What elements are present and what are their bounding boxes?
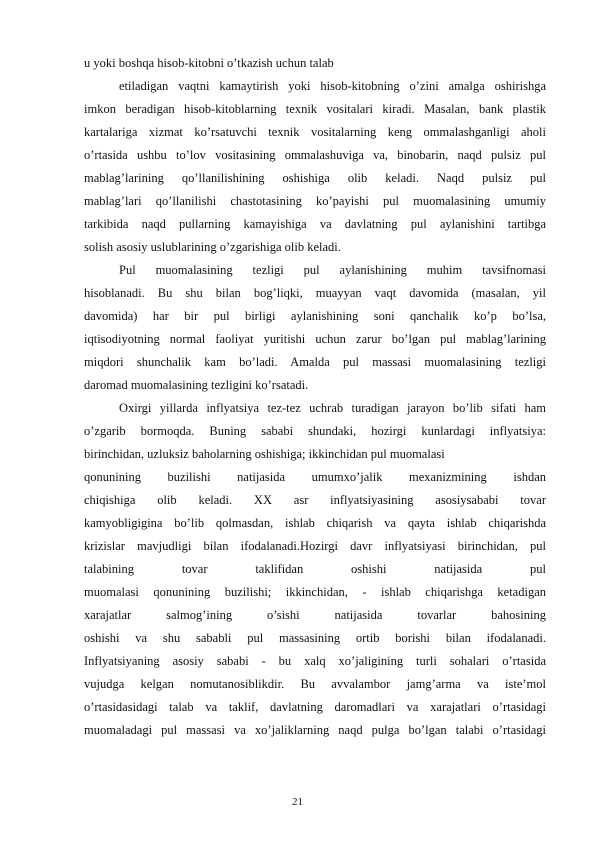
- text-line: iqtisodiyotning normal faoliyat yuritishi uchun zarur bo’lgan pul mablag’larining: [84, 332, 546, 346]
- text-line: davomida) har bir pul birligi aylanishining soni qanchalik ko’p bo’lsa,: [84, 309, 546, 323]
- text-line: hisoblanadi. Bu shu bilan bog’liqki, muayyan vaqt davomida (masalan, yil: [84, 286, 546, 300]
- text-line: muomalasi qonunining buzilishi; ikkinchidan, - ishlab chiqarishga ketadigan: [84, 585, 546, 599]
- text-line: birinchidan, uzluksiz baholarning oshishiga; ikkinchidan pul muomalasi: [84, 447, 445, 461]
- text-line: kamyobligigina bo’lib qolmasdan, ishlab chiqarish va qayta ishlab chiqarishda: [84, 516, 546, 530]
- text-line: daromad muomalasining tezligini ko’rsatadi.: [84, 378, 309, 392]
- text-line: talabining tovar taklifidan oshishi natijasida pul: [84, 562, 546, 576]
- text-line: tarkibida naqd pullarning kamayishiga va davlatning pul aylanishini tartibga: [84, 217, 546, 231]
- text-line: Inflyatsiyaning asosiy sababi - bu xalq xo’jaligining turli sohalari o’rtasida: [84, 654, 546, 668]
- text-line: mablag’lari qo’llanilishi chastotasining ko’payishi pul muomalasining umumiy: [84, 194, 546, 208]
- text-line: miqdori shunchalik kam bo’ladi. Amalda pul massasi muomalasining tezligi: [84, 355, 546, 369]
- text-line: o’rtasidasidagi talab va taklif, davlatning daromadlari va xarajatlari o’rtasidagi: [84, 700, 546, 714]
- text-line: o’rtasida ushbu to’lov vositasining ommalashuviga va, binobarin, naqd pulsiz pul: [84, 148, 546, 162]
- text-line: solish asosiy uslublarining o’zgarishiga olib keladi.: [84, 240, 341, 254]
- text-line: xarajatlar salmog’ining o’sishi natijasida tovarlar bahosining: [84, 608, 546, 622]
- text-line: krizislar mavjudligi bilan ifodalanadi.Hozirgi davr inflyatsiyasi birinchidan, pul: [84, 539, 546, 553]
- text-line: vujudga kelgan nomutanosiblikdir. Bu avvalambor jamg’arma va iste’mol: [84, 677, 546, 691]
- text-line: qonunining buzilishi natijasida umumxo’jalik mexanizmining ishdan: [84, 470, 546, 484]
- text-line: muomaladagi pul massasi va xo’jaliklarning naqd pulga bo’lgan talabi o’rtasidagi: [84, 723, 546, 737]
- text-line: kartalariga xizmat ko’rsatuvchi texnik vositalarning keng ommalashganligi aholi: [84, 125, 546, 139]
- text-line: chiqishiga olib keladi. XX asr inflyatsiyasining asosiysababi tovar: [84, 493, 546, 507]
- page-number: 21: [292, 796, 303, 808]
- text-line: u yoki boshqa hisob-kitobni o’tkazish uchun talab: [84, 56, 334, 70]
- text-line: o’zgarib bormoqda. Buning sababi shundaki, hozirgi kunlardagi inflyatsiya:: [84, 424, 546, 438]
- text-line: Pul muomalasining tezligi pul aylanishining muhim tavsifnomasi: [119, 263, 546, 277]
- text-line: oshishi va shu sababli pul massasining ortib borishi bilan ifodalanadi.: [84, 631, 546, 645]
- text-line: imkon beradigan hisob-kitoblarning texnik vositalari kiradi. Masalan, bank plastik: [84, 102, 546, 116]
- text-line: Oxirgi yillarda inflyatsiya tez-tez uchrab turadigan jarayon bo’lib sifati ham: [119, 401, 546, 415]
- text-line: mablag’larining qo’llanilishining oshishiga olib keladi. Naqd pulsiz pul: [84, 171, 546, 185]
- text-line: etiladigan vaqtni kamaytirish yoki hisob-kitobning o’zini amalga oshirishga: [119, 79, 546, 93]
